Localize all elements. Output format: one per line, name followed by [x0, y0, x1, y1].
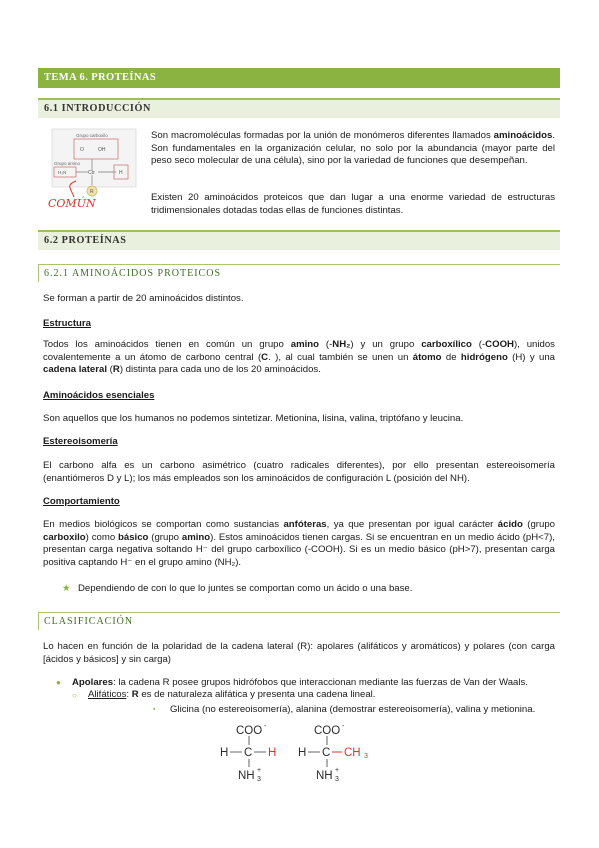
- comportamiento-bullet: Dependiendo de con lo que lo juntes se comportan como un ácido o una base.: [78, 583, 413, 594]
- section-heading-proteinas: 6.2 PROTEÍNAS: [38, 230, 560, 250]
- estereoisomeria-text: El carbono alfa es un carbono asimétrico (cuatro radicales diferentes), por ello presentan estereoisomería (enantiómeros D y L); los más empleados son los aminoácidos de configuración L (posición del NH).: [43, 460, 555, 484]
- heading-aminoacidos-esenciales: Aminoácidos esenciales: [43, 390, 155, 401]
- svg-text:+: +: [257, 767, 262, 774]
- svg-text:+: +: [335, 767, 340, 774]
- square-bullet-icon: ▪: [153, 706, 156, 713]
- svg-text:NH: NH: [238, 770, 255, 782]
- svg-text:H₂N: H₂N: [58, 170, 67, 175]
- aminoacidos-intro-text: Se forman a partir de 20 aminoácidos distintos.: [43, 293, 244, 304]
- glycine-r-hydrogen: H: [268, 747, 277, 759]
- subsection-heading-aminoacidos-proteicos: 6.2.1 AMINOÁCIDOS PROTEICOS: [38, 264, 560, 282]
- handwritten-comun: COMÚN: [48, 197, 96, 210]
- clasificacion-intro: Lo hacen en función de la polaridad de la cadena lateral (R): apolares (alifáticos y aromáticos) y polares (con carga [ácidos y básicos] y sin carga): [43, 641, 555, 665]
- svg-text:-: -: [342, 723, 345, 730]
- alanine-r-methyl: CH: [344, 747, 361, 759]
- glicina-item: Glicina (no estereoisomería), alanina (demostrar estereoisomería), valina y metionina.: [170, 704, 536, 715]
- intro-paragraph-2: Existen 20 aminoácidos proteicos que dan lugar a una enorme variedad de estructuras tridimensionales dotadas todas ellas de funciones distintas.: [151, 192, 555, 216]
- svg-text:3: 3: [335, 776, 339, 782]
- glycine-structure: [218, 722, 292, 787]
- section-heading-introduccion: 6.1 INTRODUCCIÓN: [38, 98, 560, 118]
- svg-text:H: H: [298, 747, 307, 759]
- svg-text:Cα: Cα: [88, 170, 95, 176]
- heading-comportamiento: Comportamiento: [43, 496, 120, 507]
- heading-estructura: Estructura: [43, 318, 91, 329]
- svg-text:H: H: [220, 747, 229, 759]
- svg-text:COO: COO: [236, 725, 263, 737]
- apolares-item: Apolares: la cadena R posee grupos hidrófobos que interaccionan mediante las fuerzas de Van der Waals.: [72, 677, 528, 688]
- fig-label-carboxilo: Grupo carboxilo: [76, 133, 108, 138]
- alifaticos-item: Alifáticos: R es de naturaleza alifática y presenta una cadena lineal.: [88, 689, 376, 700]
- svg-text:-: -: [264, 723, 267, 730]
- heading-estereoisomeria: Estereoisomería: [43, 436, 118, 447]
- amino-acid-structure-figure: [46, 127, 138, 213]
- svg-text:3: 3: [257, 776, 261, 782]
- svg-text:C: C: [322, 747, 331, 759]
- svg-text:3: 3: [364, 753, 368, 760]
- star-bullet-icon: ★: [62, 583, 71, 594]
- subsection-heading-clasificacion: CLASIFICACIÓN: [38, 612, 560, 630]
- green-bullet-icon: ●: [56, 678, 61, 687]
- intro-paragraph-1: Son macromoléculas formadas por la unión de monómeros diferentes llamados aminoácidos. Son fundamentales en la organización celular, no solo por la abundancia (mayor parte del peso seco molecular de una célula), sino por la variedad de funciones que desempeñan.: [151, 130, 555, 167]
- estructura-paragraph: Todos los aminoácidos tienen en común un grupo amino (-NH₂) y un grupo carboxílico (-COOH), unidos covalentemente a un átomo de carbono central (C. ), al cual también se unen un átomo de hidrógeno (H) y una cadena lateral (R) distinta para cada uno de los 20 aminoácidos.: [43, 339, 555, 376]
- fig-label-amino: Grupo amino: [54, 161, 81, 166]
- alanine-structure: [296, 722, 380, 787]
- svg-text:NH: NH: [316, 770, 333, 782]
- svg-text:C: C: [244, 747, 253, 759]
- svg-text:H: H: [119, 170, 123, 176]
- svg-text:O: O: [80, 147, 84, 153]
- circle-bullet-icon: ○: [72, 691, 77, 700]
- svg-text:COO: COO: [314, 725, 341, 737]
- svg-text:OH: OH: [98, 147, 106, 153]
- chapter-heading: TEMA 6. PROTEÍNAS: [38, 68, 560, 88]
- esenciales-text: Son aquellos que los humanos no podemos sintetizar. Metionina, lisina, valina, triptófano y leucina.: [43, 413, 464, 424]
- comportamiento-paragraph: En medios biológicos se comportan como sustancias anfóteras, ya que presentan por igual carácter ácido (grupo carboxilo) como básico (grupo amino). Estos aminoácidos tienen cargas. Si se encuentran en un medio ácido (pH<7), presentan carga negativa soltando H⁻ del grupo carboxílico (-COOH). Si es un medio básico (pH>7), presentan carga positiva captando H⁻ en el grupo amino (NH₂).: [43, 519, 555, 568]
- svg-text:R: R: [90, 189, 94, 195]
